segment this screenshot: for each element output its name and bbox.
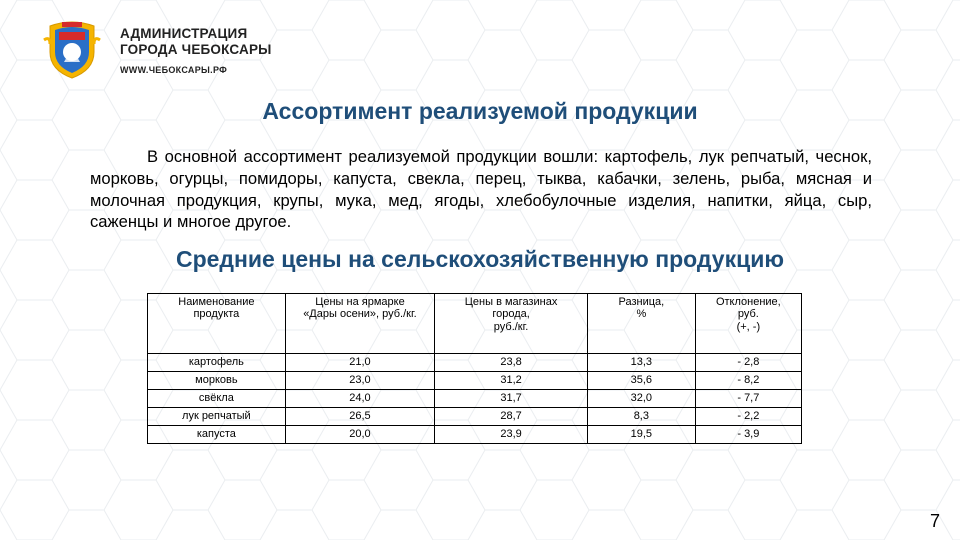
cell-product: свёкла [148,390,286,408]
org-name-line1: АДМИНИСТРАЦИЯ [120,26,248,41]
cell-product: морковь [148,372,286,390]
table-row [148,408,802,426]
header-fair-price: Цены на ярмарке «Дары осени», руб./кг. [285,294,434,354]
cell-product: картофель [148,354,286,372]
header-difference: Разница, % [587,294,695,354]
cell-store-price: 31,2 [435,372,588,390]
cell-fair-price: 21,0 [285,354,434,372]
table-header-row [148,294,802,354]
cell-deviation: - 3,9 [695,426,801,444]
cell-difference: 13,3 [587,354,695,372]
cell-product: капуста [148,426,286,444]
cell-store-price: 23,8 [435,354,588,372]
cell-difference: 19,5 [587,426,695,444]
cell-difference: 32,0 [587,390,695,408]
cell-store-price: 31,7 [435,390,588,408]
cheboksary-coat-of-arms-icon [42,18,102,80]
cell-fair-price: 23,0 [285,372,434,390]
table-row [148,426,802,444]
table-row [148,390,802,408]
table-row [148,372,802,390]
cell-fair-price: 24,0 [285,390,434,408]
cell-store-price: 28,7 [435,408,588,426]
cell-difference: 35,6 [587,372,695,390]
header-product: Наименование продукта [148,294,286,354]
table-row [148,354,802,372]
cell-difference: 8,3 [587,408,695,426]
assortment-title: Ассортимент реализуемой продукции [262,98,698,124]
org-name-line2: ГОРОДА ЧЕБОКСАРЫ [120,42,272,57]
cell-deviation: - 2,8 [695,354,801,372]
assortment-paragraph: В основной ассортимент реализуемой продукции вошли: картофель, лук репчатый, чеснок, морковь, огурцы, помидоры, капуста, свекла, перец, тыква, кабачки, зелень, рыба, мясная и молочная продукция, крупы, мука, мед, ягоды, хлебобулочные изделия, напитки, яйца, сыр, саженцы и многое другое. [90,147,872,232]
header-deviation: Отклонение, руб. (+, -) [695,294,801,354]
org-website-link[interactable]: WWW.ЧЕБОКСАРЫ.РФ [120,65,228,75]
cell-deviation: - 7,7 [695,390,801,408]
page-number: 7 [929,511,940,531]
cell-deviation: - 2,2 [695,408,801,426]
cell-fair-price: 20,0 [285,426,434,444]
cell-store-price: 23,9 [435,426,588,444]
organization-block [120,26,272,75]
cell-deviation: - 8,2 [695,372,801,390]
prices-table [147,293,802,444]
header-store-price: Цены в магазинах города, руб./кг. [435,294,588,354]
cell-product: лук репчатый [148,408,286,426]
prices-title: Средние цены на сельскохозяйственную продукцию [175,246,785,272]
cell-fair-price: 26,5 [285,408,434,426]
